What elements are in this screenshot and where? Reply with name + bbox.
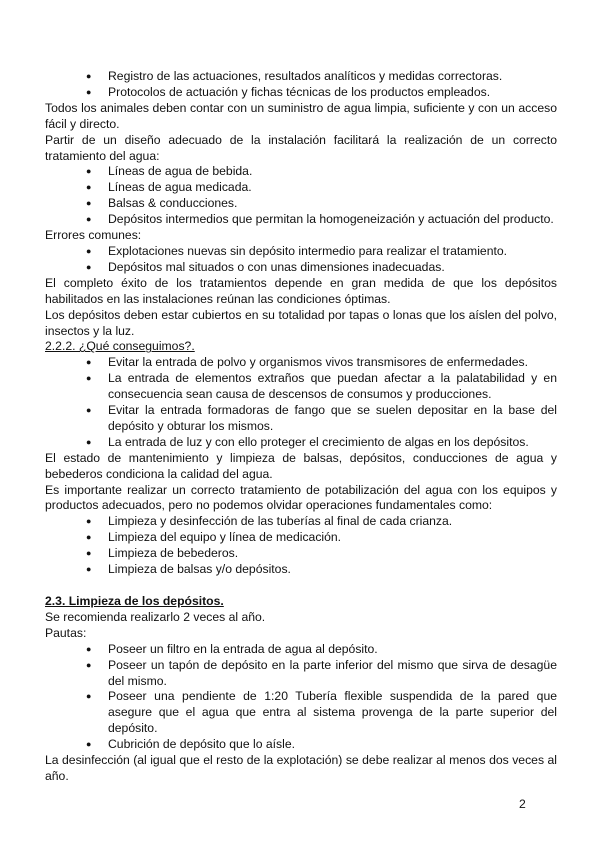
list-item: ● Poseer un filtro en la entrada de agua al depósito. bbox=[45, 642, 557, 658]
paragraph: Los depósitos deben estar cubiertos en su totalidad por tapas o lonas que los aíslen del polvo, insectos y la luz. bbox=[45, 307, 557, 338]
section-heading: 2.3. Limpieza de los depósitos. bbox=[45, 594, 224, 608]
list-item: ● Explotaciones nuevas sin depósito intermedio para realizar el tratamiento. bbox=[45, 244, 557, 260]
list-item: ● Limpieza de bebederos. bbox=[45, 546, 557, 562]
list-item: ● Evitar la entrada formadoras de fango que se suelen depositar en la base del depósito y obturar los mismos. bbox=[45, 403, 557, 435]
list-item: ● Evitar la entrada de polvo y organismos vivos transmisores de enfermedades. bbox=[45, 355, 557, 371]
paragraph: Se recomienda realizarlo 2 veces al año. bbox=[45, 609, 266, 624]
bullet-list bbox=[45, 514, 557, 578]
list-item: ● Limpieza del equipo y línea de medicación. bbox=[45, 530, 557, 546]
list-item: ● Protocolos de actuación y fichas técnicas de los productos empleados. bbox=[45, 85, 557, 101]
list-item: ● Limpieza de balsas y/o depósitos. bbox=[45, 562, 557, 578]
paragraph: El estado de mantenimiento y limpieza de balsas, depósitos, conducciones de agua y bebederos condiciona la calidad del agua. bbox=[45, 450, 557, 481]
list-item: ● Registro de las actuaciones, resultados analíticos y medidas correctoras. bbox=[45, 69, 557, 85]
bullet-list bbox=[45, 164, 557, 228]
bullet-list bbox=[45, 355, 557, 450]
list-item: ● Depósitos intermedios que permitan la homogeneización y actuación del producto. bbox=[45, 212, 557, 228]
list-item: ● La entrada de luz y con ello proteger el crecimiento de algas en los depósitos. bbox=[45, 435, 557, 451]
list-item: ● Balsas & conducciones. bbox=[45, 196, 557, 212]
list-item: ● Líneas de agua medicada. bbox=[45, 180, 557, 196]
bullet-list bbox=[45, 642, 557, 753]
paragraph: Errores comunes: bbox=[45, 228, 142, 243]
paragraph: Partir de un diseño adecuado de la instalación facilitará la realización de un correcto tratamiento del agua: bbox=[45, 132, 557, 163]
list-item: ● Cubrición de depósito que lo aísle. bbox=[45, 737, 557, 753]
document-body bbox=[45, 69, 557, 785]
subsection-heading: 2.2.2. ¿Qué conseguimos?. bbox=[45, 339, 195, 354]
paragraph: El completo éxito de los tratamientos depende en gran medida de que los depósitos habilitados en las instalaciones reúnan las condiciones óptimas. bbox=[45, 275, 557, 306]
bullet-list bbox=[45, 69, 557, 101]
list-item: ● Poseer una pendiente de 1:20 Tubería flexible suspendida de la pared que asegure que el agua que entra al sistema provenga de la parte superior del depósito. bbox=[45, 689, 557, 737]
paragraph: La desinfección (al igual que el resto de la explotación) se debe realizar al menos dos veces al año. bbox=[45, 753, 557, 783]
list-item: ● Depósitos mal situados o con unas dimensiones inadecuadas. bbox=[45, 260, 557, 276]
list-item: ● La entrada de elementos extraños que puedan afectar a la palatabilidad y en consecuencia sean causa de descensos de consumos y producciones. bbox=[45, 371, 557, 403]
list-item: ● Líneas de agua de bebida. bbox=[45, 164, 557, 180]
paragraph: Todos los animales deben contar con un suministro de agua limpia, suficiente y con un acceso fácil y directo. bbox=[45, 100, 557, 131]
paragraph: Pautas: bbox=[45, 625, 87, 640]
paragraph: Es importante realizar un correcto tratamiento de potabilización del agua con los equipos y productos adecuados, pero no podemos olvidar operaciones fundamentales como: bbox=[45, 482, 557, 513]
list-item: ● Limpieza y desinfección de las tuberías al final de cada crianza. bbox=[45, 514, 557, 530]
list-item: ● Poseer un tapón de depósito en la parte inferior del mismo que sirva de desagüe del mismo. bbox=[45, 658, 557, 690]
page-number: 2 bbox=[519, 797, 526, 811]
bullet-list bbox=[45, 244, 557, 276]
